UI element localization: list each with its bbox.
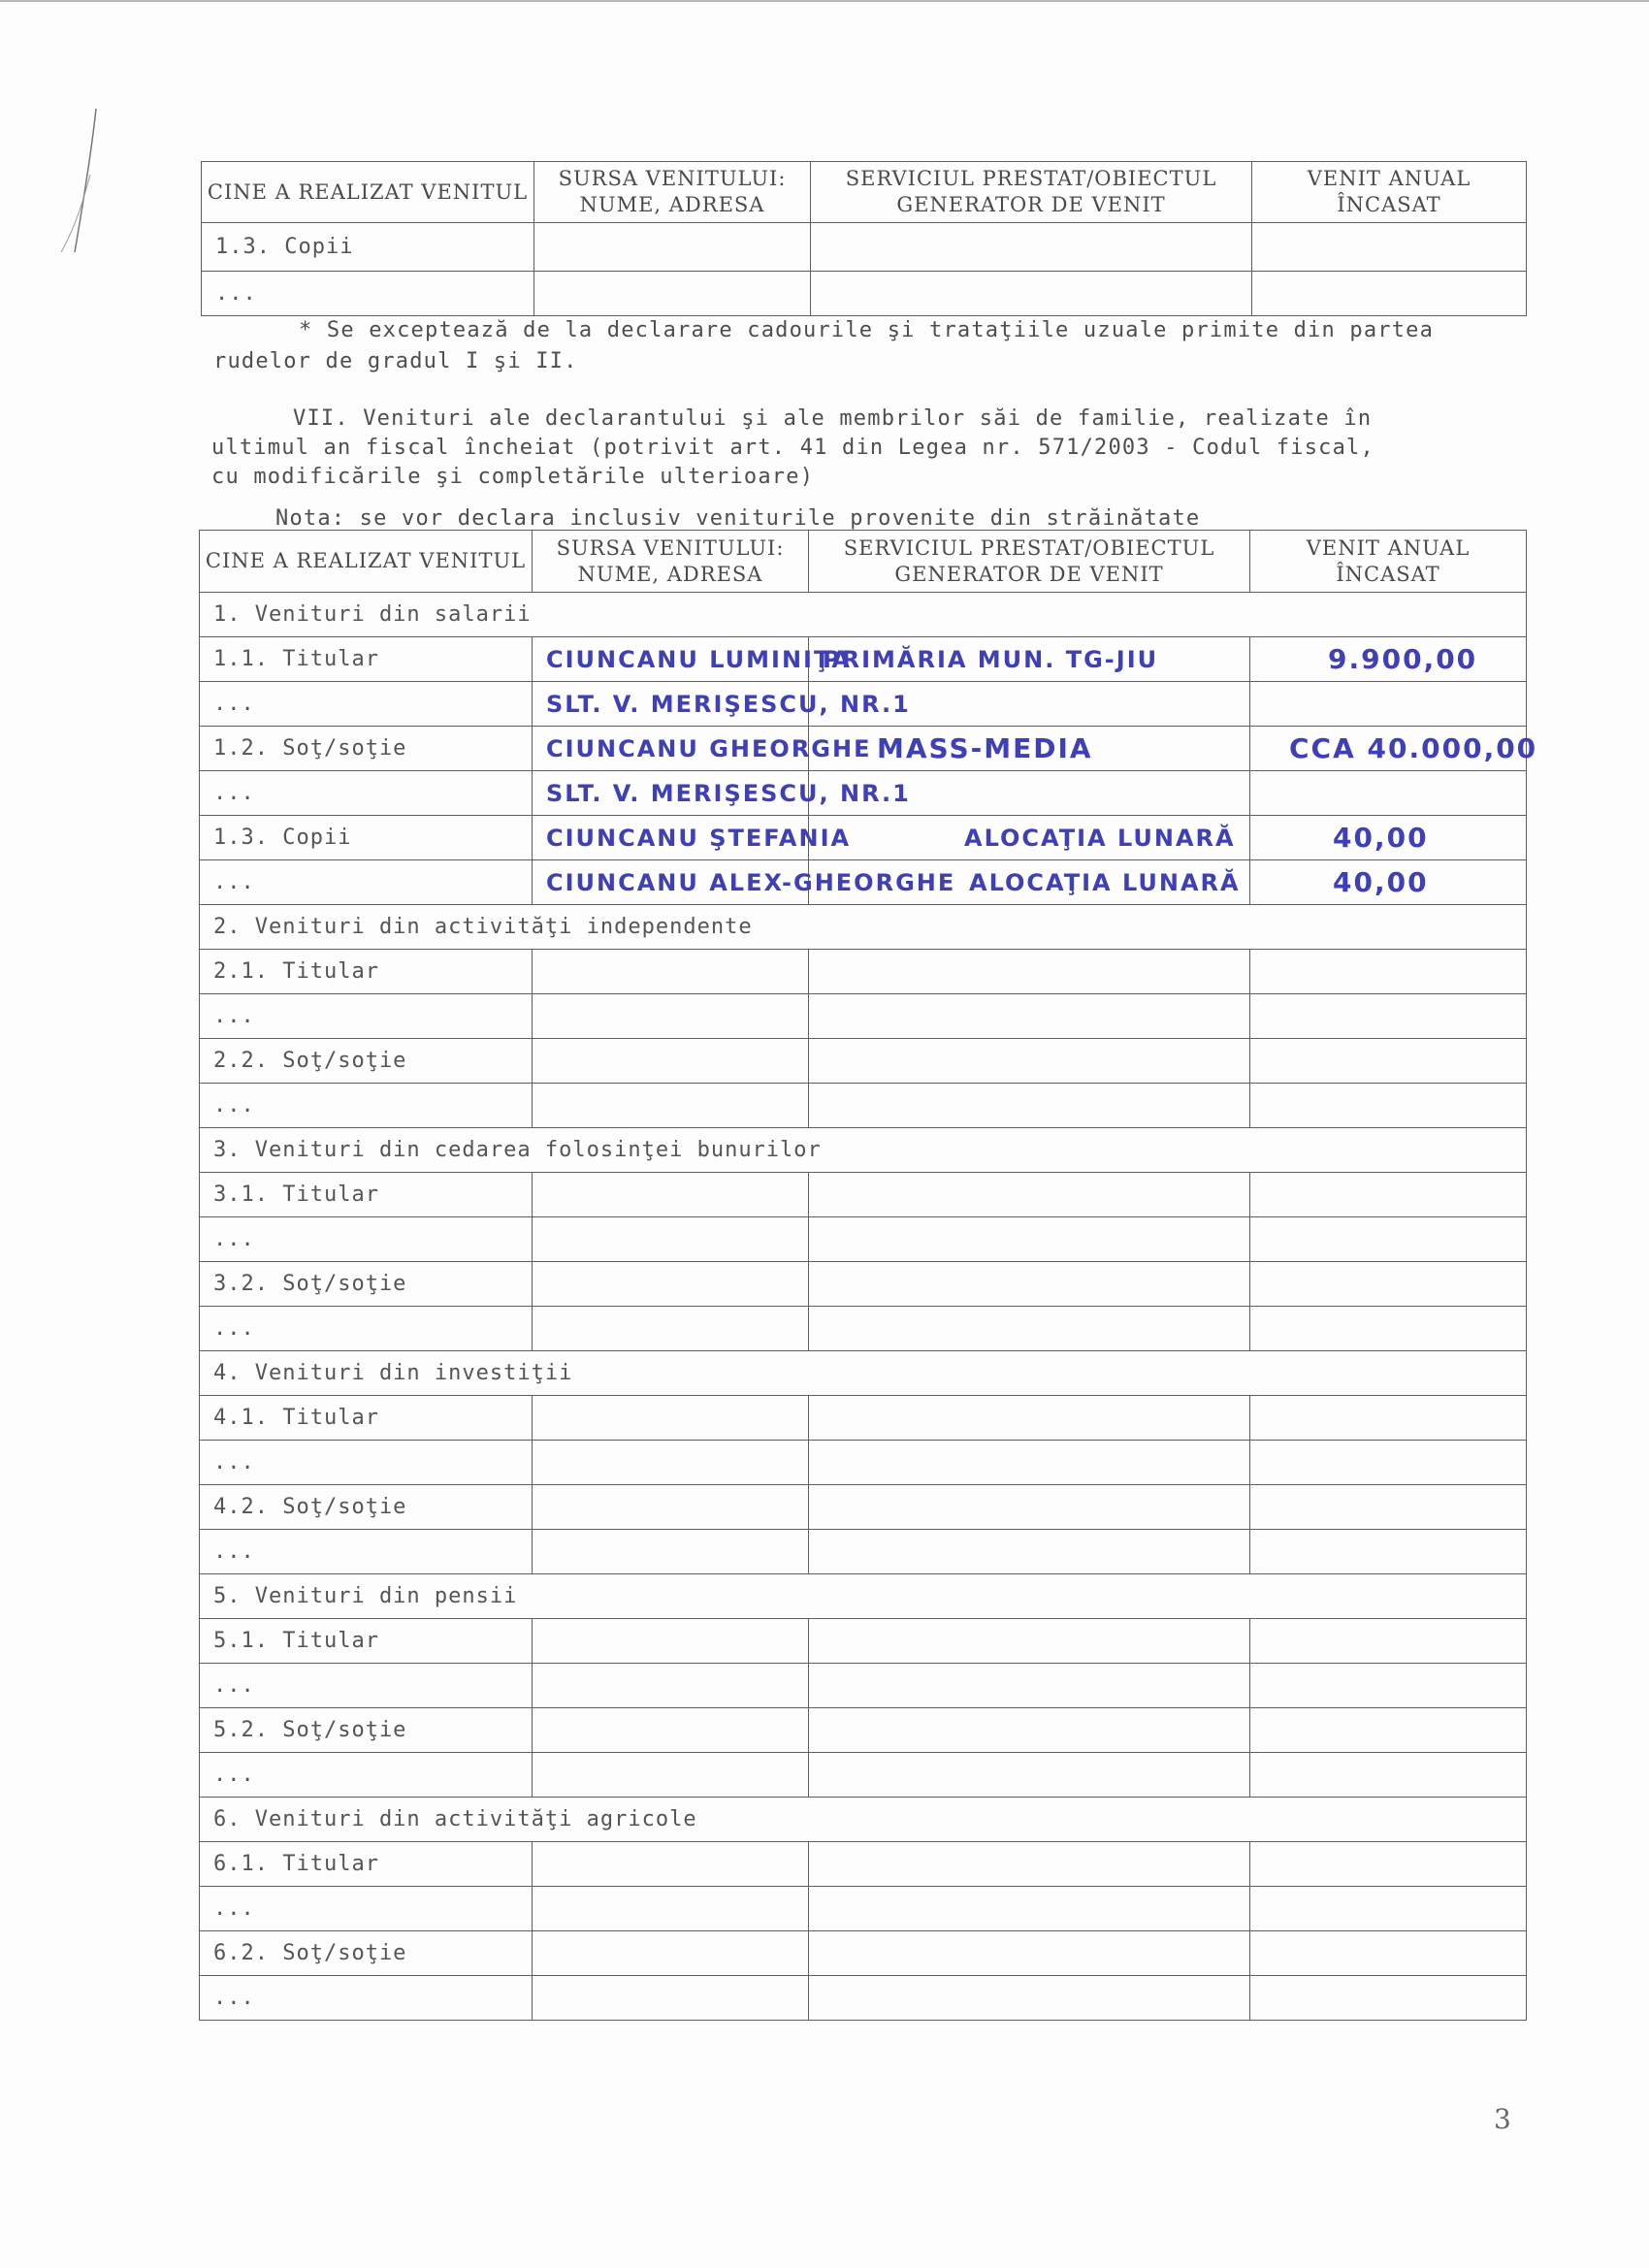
source-cell xyxy=(534,223,811,272)
handwritten-value: 40,00 xyxy=(1333,866,1429,898)
row-label: 6.2. Soţ/soţie xyxy=(200,1931,533,1976)
table-row xyxy=(200,1039,1527,1084)
table-row xyxy=(200,1842,1527,1887)
row-label: ... xyxy=(200,1976,533,2021)
source-cell xyxy=(534,272,811,316)
handwritten-service: ALOCAŢIA LUNARĂ xyxy=(964,824,1236,852)
table-row xyxy=(200,1530,1527,1574)
table-row xyxy=(200,1396,1527,1441)
row-label: 1.3. Copii xyxy=(200,816,533,860)
source-cell xyxy=(533,816,852,860)
handwritten-value: CCA 40.000,00 xyxy=(1289,732,1538,764)
value-cell xyxy=(1252,223,1527,272)
row-label: ... xyxy=(200,682,533,727)
section-property-use: 3. Venituri din cedarea folosinţei bunurilor xyxy=(200,1128,1527,1173)
income-table xyxy=(199,530,1538,2021)
table-row xyxy=(200,1976,1527,2021)
service-cell xyxy=(809,816,1250,860)
handwritten-service: PRIMĂRIA MUN. TG-JIU xyxy=(823,645,1159,673)
value-cell xyxy=(1250,682,1527,727)
table-row xyxy=(200,950,1527,994)
value-cell xyxy=(1252,272,1527,316)
page-number: 3 xyxy=(1494,2103,1511,2135)
row-label: 5.2. Soţ/soţie xyxy=(200,1708,533,1753)
header-row xyxy=(202,162,1527,223)
section-investments: 4. Venituri din investiţii xyxy=(200,1351,1527,1396)
table-row xyxy=(200,1485,1527,1530)
section-salaries: 1. Venituri din salarii xyxy=(200,593,1527,637)
row-label: 6.1. Titular xyxy=(200,1842,533,1887)
row-label: ... xyxy=(200,860,533,905)
row-label: 5.1. Titular xyxy=(200,1619,533,1664)
row-label: ... xyxy=(200,1441,533,1485)
table-row xyxy=(200,1619,1527,1664)
table-row xyxy=(200,1217,1527,1262)
header-source: SURSA VENITULUI: NUME, ADRESA xyxy=(533,531,809,593)
source-cell xyxy=(533,771,911,816)
source-cell xyxy=(533,682,911,727)
header-who: CINE A REALIZAT VENITUL xyxy=(202,162,534,223)
service-cell xyxy=(811,223,1252,272)
table-row xyxy=(200,1664,1527,1708)
row-label: ... xyxy=(200,1753,533,1798)
row-label: 1.1. Titular xyxy=(200,637,533,682)
value-cell xyxy=(1250,771,1527,816)
row-label: 4.1. Titular xyxy=(200,1396,533,1441)
table-row xyxy=(200,771,1527,816)
table-row xyxy=(200,1307,1527,1351)
handwritten-address: SLT. V. MERIŞESCU, NR.1 xyxy=(546,690,911,718)
service-cell xyxy=(809,727,1250,771)
nota-line: Nota: se vor declara inclusiv veniturile provenite din străinătate xyxy=(275,506,1201,531)
row-label: ... xyxy=(200,1887,533,1931)
section-vii-line-2: ultimul an fiscal încheiat (potrivit art. 41 din Legea nr. 571/2003 - Codul fiscal, xyxy=(211,436,1374,460)
row-label: ... xyxy=(200,1307,533,1351)
row-label: ... xyxy=(200,994,533,1039)
source-cell xyxy=(533,727,872,771)
table-row xyxy=(200,1173,1527,1217)
row-label: 3.1. Titular xyxy=(200,1173,533,1217)
table-row xyxy=(202,272,1527,316)
table-row xyxy=(200,682,1527,727)
header-annual-income: VENIT ANUAL ÎNCASAT xyxy=(1250,531,1527,593)
section-vii-line-1: VII. Venituri ale declarantului şi ale membrilor săi de familie, realizate în xyxy=(293,406,1373,431)
table-row xyxy=(200,1887,1527,1931)
row-label: 2.1. Titular xyxy=(200,950,533,994)
row-label: 2.2. Soţ/soţie xyxy=(200,1039,533,1084)
section-agricultural: 6. Venituri din activităţi agricole xyxy=(200,1798,1527,1842)
service-cell xyxy=(809,637,1250,682)
handwritten-source: CIUNCANU ALEX-GHEORGHE xyxy=(546,868,956,896)
table-row xyxy=(200,727,1527,771)
header-service: SERVICIUL PRESTAT/OBIECTUL GENERATOR DE VENIT xyxy=(809,531,1250,593)
handwritten-service: ALOCAŢIA LUNARĂ xyxy=(969,868,1241,896)
handwritten-source: CIUNCANU ŞTEFANIA xyxy=(546,824,852,852)
header-source: SURSA VENITULUI: NUME, ADRESA xyxy=(534,162,811,223)
table-row xyxy=(200,1708,1527,1753)
top-income-table xyxy=(201,161,1527,316)
row-label: 1.2. Soţ/soţie xyxy=(200,727,533,771)
section-vii-line-3: cu modificările şi completările ulterioare) xyxy=(211,465,815,489)
scan-top-edge xyxy=(0,0,1649,2)
source-cell xyxy=(533,637,852,682)
row-label: ... xyxy=(200,1084,533,1128)
header-annual-income: VENIT ANUAL ÎNCASAT xyxy=(1252,162,1527,223)
value-cell xyxy=(1250,816,1527,860)
footnote-line-2: rudelor de gradul I şi II. xyxy=(213,349,578,373)
row-label: ... xyxy=(202,272,534,316)
handwritten-value: 9.900,00 xyxy=(1328,643,1478,675)
section-pensions: 5. Venituri din pensii xyxy=(200,1574,1527,1619)
table-row xyxy=(200,860,1527,905)
handwritten-source: CIUNCANU LUMINIŢA xyxy=(546,645,852,673)
section-independent: 2. Venituri din activităţi independente xyxy=(200,905,1527,950)
value-cell xyxy=(1250,860,1527,905)
pen-mark xyxy=(53,107,112,262)
header-who: CINE A REALIZAT VENITUL xyxy=(200,531,533,593)
row-label: ... xyxy=(200,1530,533,1574)
table-row xyxy=(200,1441,1527,1485)
header-row xyxy=(200,531,1527,593)
row-label: ... xyxy=(200,1217,533,1262)
footnote-line-1: * Se exceptează de la declarare cadourile şi trataţiile uzuale primite din partea xyxy=(299,318,1435,342)
handwritten-service: MASS-MEDIA xyxy=(877,732,1093,764)
table-row xyxy=(200,1262,1527,1307)
row-label: ... xyxy=(200,1664,533,1708)
row-label: 4.2. Soţ/soţie xyxy=(200,1485,533,1530)
value-cell xyxy=(1250,727,1538,771)
table-row xyxy=(200,1931,1527,1976)
source-cell xyxy=(533,860,956,905)
table-row xyxy=(200,1753,1527,1798)
table-row xyxy=(200,994,1527,1039)
table-row xyxy=(200,1084,1527,1128)
handwritten-value: 40,00 xyxy=(1333,822,1429,854)
handwritten-address: SLT. V. MERIŞESCU, NR.1 xyxy=(546,779,911,807)
table-row xyxy=(200,637,1527,682)
table-row xyxy=(200,816,1527,860)
value-cell xyxy=(1250,637,1527,682)
row-label: 1.3. Copii xyxy=(202,223,534,272)
row-label: 3.2. Soţ/soţie xyxy=(200,1262,533,1307)
header-service: SERVICIUL PRESTAT/OBIECTUL GENERATOR DE VENIT xyxy=(811,162,1252,223)
handwritten-source: CIUNCANU GHEORGHE xyxy=(546,734,872,762)
service-cell xyxy=(811,272,1252,316)
row-label: ... xyxy=(200,771,533,816)
table-row xyxy=(202,223,1527,272)
